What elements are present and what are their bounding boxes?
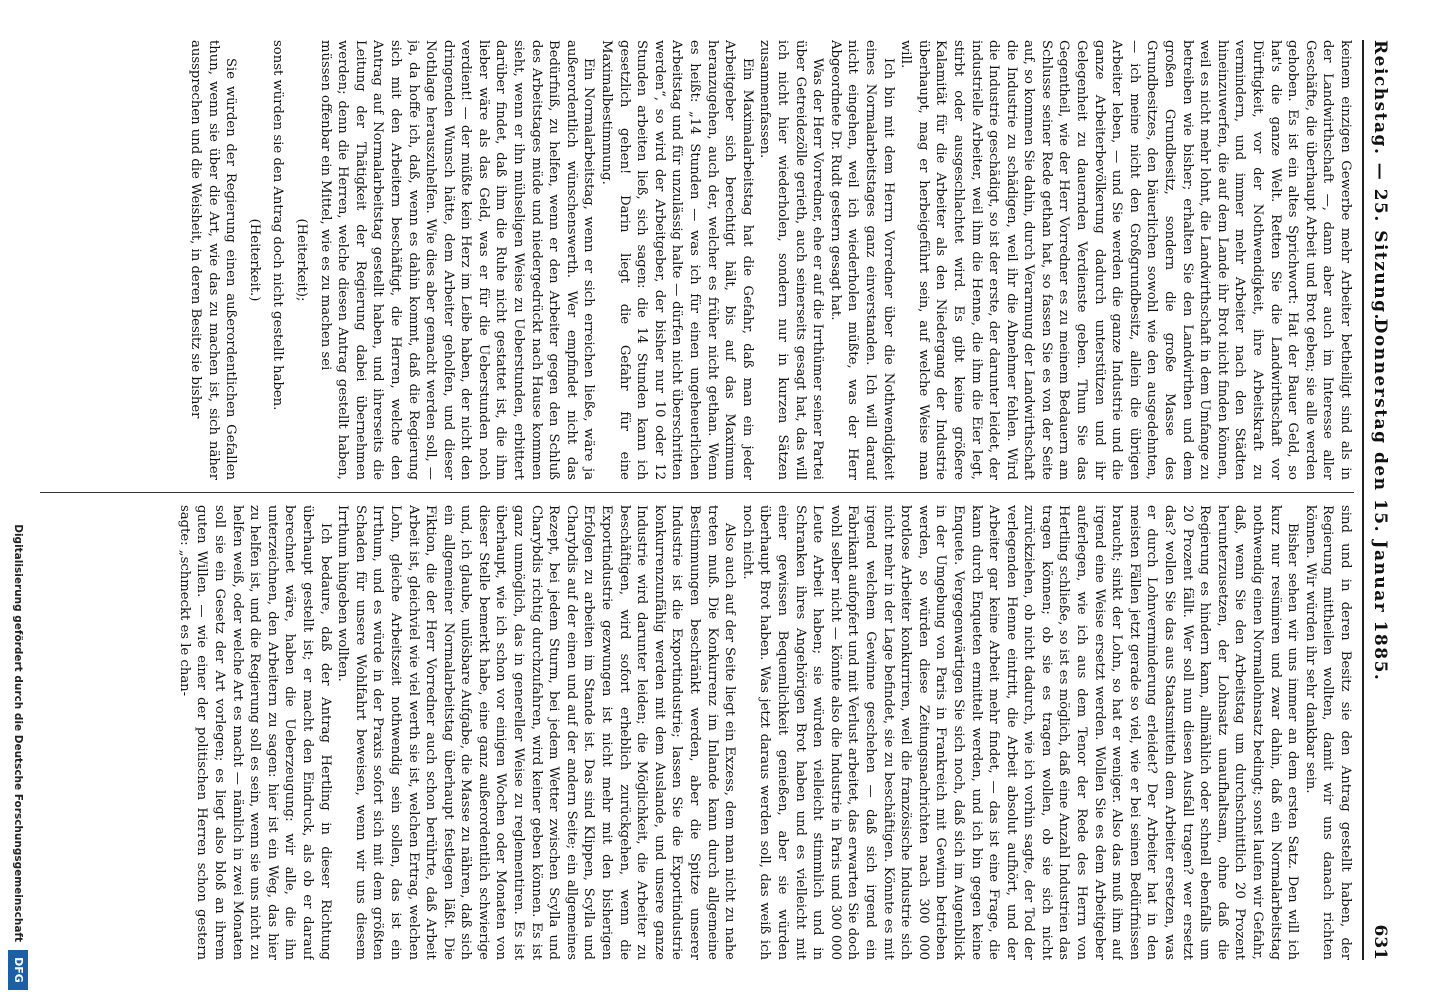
paragraph: Also auch auf der Seite liegt ein Exzess, dem man nicht zu nahe treten muß. Die Konkurrenz im Inlande kann durch allgemeine Bestimmungen beschränkt werden, aber die Spitze unserer Industrie ist die Exportindustrie; lassen Sie die Exportindustrie konkurrenzunfähig werden mit dem Auslande, und unsere ganze Industrie wird darunter leiden; die Möglichkeit, die Arbeiter zu beschäftigen, wird sofort erheblich zurückgehen, wenn die Exportindustrie gezwungen ist nicht mehr mit den bisherigen Erfolgen zu arbeiten im Stande ist. Das sind Klippen, Scylla und Charybdis auf der einen und auf der andern Seite; ein allgemeines Rezept, bei jedem Sturm, bei jedem Wetter zwischen Scylla und Charybdis richtig durchzufahren, wird keiner geben können. Es ist ganz unmöglich, das in genereller Weise zu reglementiren. Es ist überhaupt, wie ich schon vor einigen Wochen oder Monaten von dieser Stelle bemerkt habe, eine ganz außerordentlich schwierige und, ich glaube, unlösbare Aufgabe, die Masse zu nähren, daß sich ein allgemeiner Normalarbeitstag überhaupt festlegen läßt. Die Fiktion, die der Herr Vorredner auch schon berührte, daß Arbeit Arbeit ist, gleichviel wie viel werth sie ist, welchen Ertrag, welchen Lohn, gleiche Arbeitszeit nothwendig sein sollen, das ist ein Irrthum, und es würde in der Praxis sofort sich mit dem größten Schaden für unsere Wohlfahrt beweisen, wenn wir uns diesem Irrthum hingeben wollten. (335, 505, 738, 960)
paragraph: Ein Maximalarbeitstag hat die Gefahr, daß man ein jeder Arbeitgeber sich berechtigt hält, bis auf das Maximum heranzugehen, auch der, welcher es früher nicht gethan. Wenn es heißt: „14 Stunden — was ich für einen ungeheuerlichen Arbeitstag und für unzulässig halte — dürfen nicht überschritten werden“, so wird der Arbeitgeber, der bisher nur 10 oder 12 Stunden arbeiten ließ, sich sagen: die 14 Stunden kann ich gesetzlich gehen! Darin liegt die Gefahr für eine Maximalbestimmung. (599, 40, 755, 480)
paragraph: Sie würden der Regierung einen außerordentlichen Gefallen thun, wenn sie über die Art, wie das zu machen ist, sich näher aussprechen und die Weisheit, in deren Besitz sie bisher (188, 40, 239, 480)
right-column (40, 505, 1354, 960)
paragraph: keinem einzigen Gewerbe mehr Arbeiter betheiligt sind als in der Landwirthschaft —, dann aber auch im Interesse aller Geschäfte, die überhaupt Arbeit und Brot geben; sie alle werden gehoben. Es ist ein altes Sprichwort: Hat der Bauer Geld, so hat's die ganze Welt. Retten Sie die Landwirthschaft vor Dürftigkeit, vor der Nothwendigkeit, ihre Arbeitskraft zu vermindern, und immer mehr Arbeiter nach den Städten hineinzuwerfen, die auf dem Lande ihr Brot nicht finden können, weil es nicht mehr lohnt, die Landwirthschaft in dem Umfange zu betreiben wie bisher; erhalten Sie den Landwirthen und dem großen Grundbesitz, sondern die große Masse des Grundbesitzes, den bäuerlichen sowohl wie den ausgedehnten, — ich meine nicht den Großgrundbesitz, allein die übrigen Arbeiter leben, — und Sie werden die ganze Industrie und die ganze Arbeiterbevölkerung dadurch unterstützen und ihr Gelegenheit zu dauernden Verdienste geben. Thun Sie das Gegentheil, wie der Herr Vorredner es zu meinem Bedauern am Schlusse seiner Rede gethan hat, so fassen Sie es von der Seite auf, so kommen Sie dahin, durch Verarmung der Landwirthschaft die Industrie zu schädigen, weil ihr die Abnehmer fehlen. Wird die Industrie geschädigt, so ist der erste, der darunter leidet, der industrielle Arbeiter, weil ihm die Henne, die ihm die Eier legt, stirbt oder ausgeschlachtet wird. Es gibt keine größere Kalamität für die Arbeiter als den Niedergang der Industrie überhaupt, mag er herbeigeführt sein, auf welche Weise man will. (898, 40, 1353, 480)
paragraph: Ich bedaure, daß der Antrag Hertling in dieser Richtung überhaupt gestellt ist; er macht den Eindruck, als ob er darauf berechnet wäre, haben die Ueberzeugung: wir alle, die ihn unterzeichnen, den Arbeitern zu sagen: hier ist ein Weg, das hier zu helfen ist, und die Regierung soll es sein, wenn sie uns nicht zu helfen weiß, oder welche Art es macht — nämlich in zwei Monaten soll sie ein Gesetz der Art vorlegen; es liegt also bloß an ihrem guten Willen. — wie einer der politischen Herren schon gestern sagte: „schmeckt es le chan- (176, 505, 333, 960)
dfg-logo: DFG (8, 950, 28, 990)
page-number: 631 (1370, 924, 1390, 960)
paragraph: Bisher sehen wir uns immer an dem ersten Satz. Den will ich kurz nur resümiren und zwar dahin, daß ein Normalarbeitstag nothwendig einen Normallohnsatz bedingt; sonst laufen wir Gefahr, daß, wenn Sie den Arbeitstag um durchschnittlich 20 Prozent herunterzusetzen, der Lohnsatz unaufhaltsam, ohne daß die Regierung es hindern kann, allmählich oder schnell ebenfalls um 20 Prozent fällt. Wer soll nun diesen Ausfall tragen? wer ersetzt das? wollen Sie das aus Staatsmitteln dem Arbeiter ersetzen, was er durch Lohnverminderung erleidet? Der Arbeiter hat in den meisten Fällen jetzt gerade so viel, wie er bei seinen Bedürfnissen braucht; sinkt der Lohn, so hat er weniger. Also das muß ihm auf irgend eine Weise ersetzt werden. Wollen Sie es dem Arbeitgeber auferlegen, wie ich aus dem Tenor der Rede des Herrn von Hertling schließe, so ist es möglich, daß eine Anzahl Industrien das tragen können; ob sie es tragen wollen, ob sie sich nicht zurückziehen, ob nicht dadurch, wie ich vorhin sagte, der Tod der verlegenden Henne eintritt, die Arbeit absolut aufhört, und der Arbeiter gar keine Arbeit mehr findet, — das ist eine Frage, die kann durch Enqueten ermittelt werden, und ich bin gegen keine Enquete. Vergegenwärtigen Sie sich noch, daß sich im Augenblick in der Umgebung von Paris in Frankreich mit Gewinn betrieben werden, so würden diese Zeitungsnachrichten nach 300 000 brotlose Arbeiter konkurriren, weil die französische Industrie sich nicht mehr in der Lage befindet, sie zu beschäftigen. Könnte es mit irgend welchem Gewinne geschehen — daß sich irgend ein Fabrikant aufopfert und mit Verlust arbeitet, das erwarten Sie doch wohl selber nicht — könnte also die Industrie in Paris und 300 000 Leute Arbeit haben; sie würden vielleicht stimmlich und in Schranken ihres Angehörigen Brot haben und es vielleicht mit einer gewissen Bequemlichkeit genießen, aber sie würden überhaupt Brot haben. Was jetzt daraus werden soll, das weiß ich noch nicht. (739, 505, 1301, 960)
interjection: (Heiterkeit); (293, 218, 309, 302)
paragraph: Ein Normalarbeitstag, wenn er sich erreichen ließe, wäre ja außerordentlich wünschenswerth. Wer empfindet nicht das Bedürfniß, zu helfen, wenn er den Arbeiter gegen den Schluß des Arbeitstages müde und niedergedrückt nach Hause kommen sieht, wenn er ihn mühseligen Weise zu Ueberstunden, erbittert darüber findet, daß ihm die Ruhe nicht gestattet ist, die ihm lieber wäre als das Geld, was er für die Ueberstunden noch verdient! — der müßte kein Herz im Leibe haben, der nicht den dringenden Wunsch hätte, dem Arbeiter geholfen, und dieser Nothlage herauszuhelfen. Wie dies aber gemacht werden soll, — ja, da hoffe ich, daß, wenn es dahin kommt, daß die Regierung sich mit den Arbeitern beschäftigt, die Herren, welche den Antrag auf Normalarbeitstag gestellt haben, und ihrerseits die Leitung der Thätigkeit der Regierung dabei übernehmen werden; denn die Herren, welche diesen Antrag gestellt haben, müssen offenbar ein Mittel, wie es zu machen sei (317, 40, 597, 480)
digitization-credit (4, 0, 30, 1000)
header-session: Reichstag. — 25. Sitzung. (1370, 40, 1390, 321)
paragraph: Ich bin mit dem Herrn Vorredner über die Nothwendigkeit eines Normalarbeitstages ganz einverstanden. Ich will darauf nicht eingehen, weil ich wiederholen müßte, was der Herr Abgeordnete Dr. Rudt gestern gesagt hat. (827, 40, 896, 480)
paragraph: Was der Herr Vorredner, ehe er auf die Irrthümer seiner Partei über Getreidezölle gerieth, auch seinerseits gesagt hat, das will ich nicht hier wiederholen, sondern nur in kurzen Sätzen zusammenfassen. (757, 40, 826, 480)
column-divider (40, 492, 1354, 493)
header-date: Donnerstag den 15. Januar 1885. (1370, 318, 1390, 682)
page-header (1362, 40, 1394, 960)
paragraph: sonst würden sie den Antrag doch nicht gestellt haben. (270, 40, 286, 411)
interjection: (Heiterkeit.) (246, 218, 262, 302)
left-column (40, 40, 1354, 480)
credit-text: Digitalisierung gefördert durch die Deutsche Forschungsgemeinschaft (12, 524, 24, 942)
paragraph: sind und in deren Besitz sie den Antrag gestellt haben, der Regierung mittheilen wollten, damit wir uns danach richten können. Wir würden ihr sehr dankbar sein. (1302, 505, 1353, 960)
